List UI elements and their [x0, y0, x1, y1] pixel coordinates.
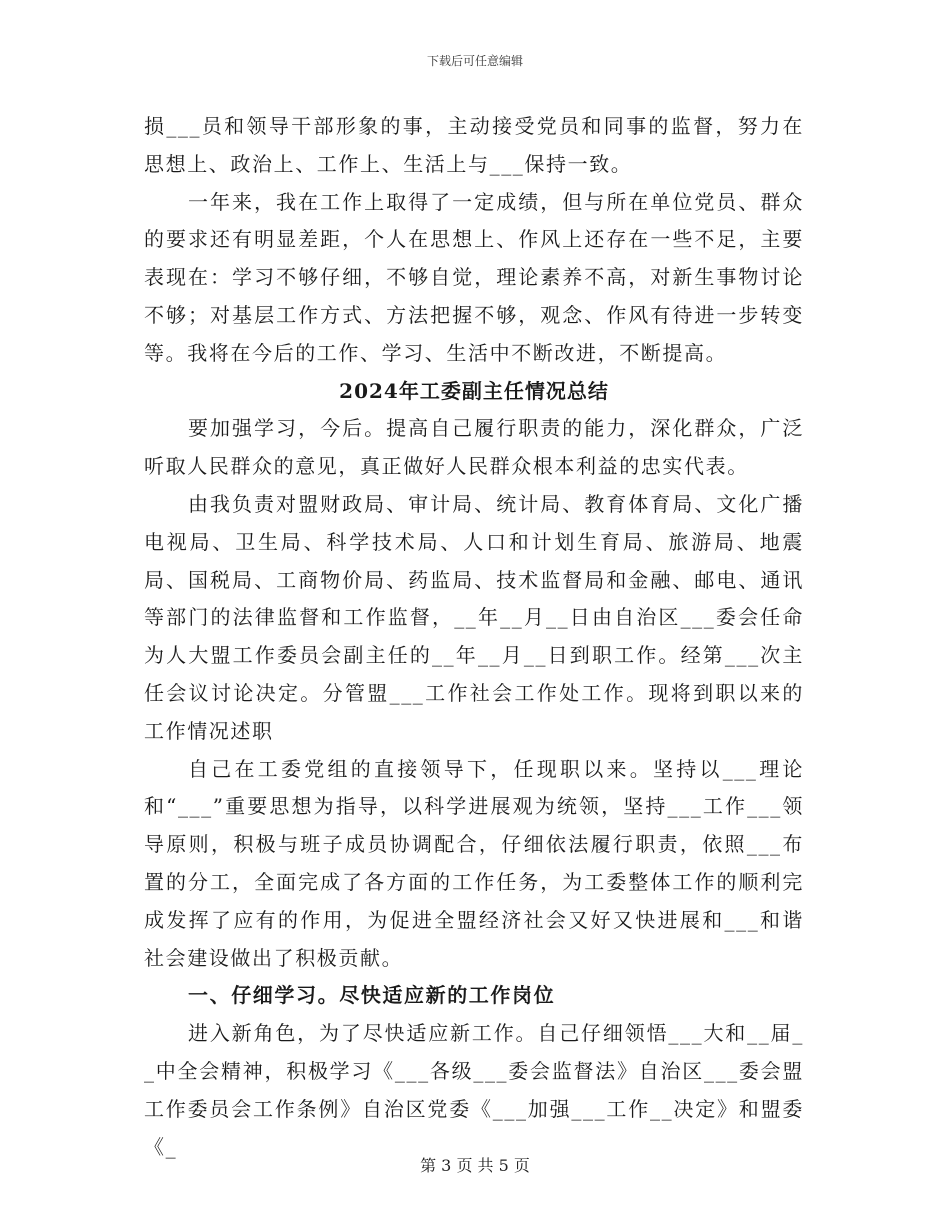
- paragraph-responsibilities: 由我负责对盟财政局、审计局、统计局、教育体育局、文化广播电视局、卫生局、科学技术局、人口和计划生育局、旅游局、地震局、国税局、工商物价局、药监局、技术监督局和金融、邮电、通讯等部门的法律监督和工作监督，__年__月__日由自治区___委会任命为人大盟工作委员会副主任的__年__月__日到职工作。经第___次主任会议讨论决定。分管盟___工作社会工作处工作。现将到职以来的工作情况述职: [144, 491, 804, 743]
- paragraph-study: 进入新角色，为了尽快适应新工作。自己仔细领悟___大和__届__中全会精神，积极学习《___各级___委会监督法》自治区___委会盟工作委员会工作条例》自治区党委《___加强___工作__决定》和盟委《_: [144, 1021, 804, 1159]
- document-body: [144, 108, 804, 1166]
- paragraph-continuation: 损___员和领导干部形象的事，主动接受党员和同事的监督，努力在思想上、政治上、工作上、生活上与___保持一致。: [144, 114, 804, 176]
- document-title: 2024年工委副主任情况总结: [339, 378, 609, 403]
- page-number: 第 3 页 共 5 页: [420, 1156, 530, 1175]
- paragraph-intro: 要加强学习，今后。提高自己履行职责的能力，深化群众，广泛听取人民群众的意见，真正做好人民群众根本利益的忠实代表。: [144, 416, 804, 479]
- header-note: 下载后可任意编辑: [426, 54, 523, 68]
- paragraph-achievements: 自己在工委党组的直接领导下，任现职以来。坚持以___理论和“___”重要思想为指导，以科学进展观为统领，坚持___工作___领导原则，积极与班子成员协调配合，仔细依法履行职责，依照___布置的分工，全面完成了各方面的工作任务，为工委整体工作的顺利完成发挥了应有的作用，为促进全盟经济社会又好又快进展和___和谐社会建设做出了积极贡献。: [144, 756, 804, 970]
- section-heading-1: 一、仔细学习。尽快适应新的工作岗位: [188, 983, 556, 1008]
- paragraph-summary: 一年来，我在工作上取得了一定成绩，但与所在单位党员、群众的要求还有明显差距，个人在思想上、作风上还存在一些不足，主要表现在：学习不够仔细，不够自觉，理论素养不高，对新生事物讨论不够；对基层工作方式、方法把握不够，观念、作风有待进一步转变等。我将在今后的工作、学习、生活中不断改进，不断提高。: [144, 189, 804, 365]
